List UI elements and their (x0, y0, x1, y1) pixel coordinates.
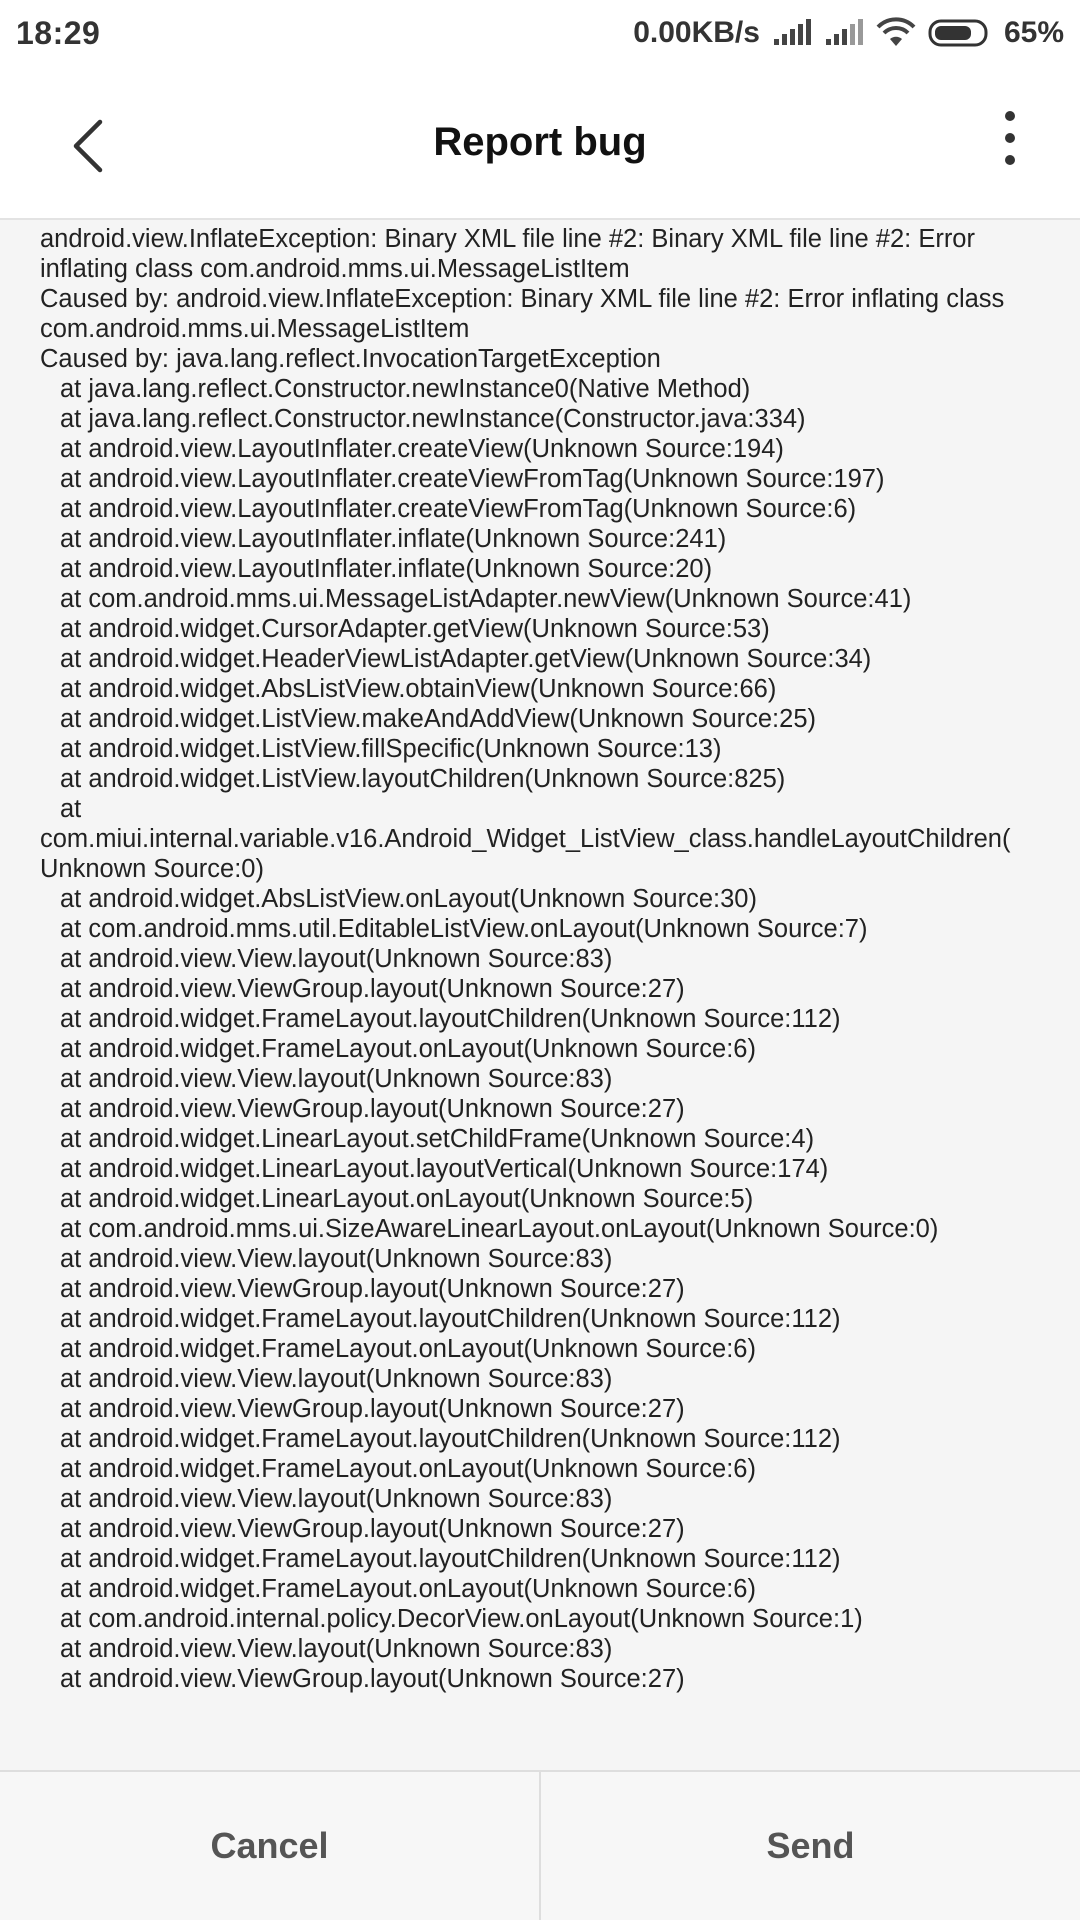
battery-percent: 65% (1003, 16, 1064, 49)
stack-trace-text (40, 224, 1050, 1693)
log-line: at android.widget.FrameLayout.layoutChildren(Unknown Source:112) (60, 1545, 841, 1573)
log-line: at com.android.internal.policy.DecorView.onLayout(Unknown Source:1) (60, 1605, 863, 1633)
log-line: at android.view.LayoutInflater.inflate(Unknown Source:241) (60, 525, 727, 553)
battery-icon (928, 18, 992, 48)
signal-icon (824, 19, 864, 47)
log-line: inflating class com.android.mms.ui.MessageListItem (40, 255, 630, 283)
log-line: at android.widget.FrameLayout.onLayout(Unknown Source:6) (60, 1035, 756, 1063)
network-speed: 0.00KB/s (633, 16, 760, 49)
action-bar (0, 1770, 1080, 1920)
log-line: at android.view.View.layout(Unknown Source:83) (60, 1365, 613, 1393)
status-bar (0, 0, 1080, 66)
app-bar (0, 66, 1080, 220)
cancel-button[interactable]: Cancel (210, 1825, 329, 1866)
log-line: at android.widget.FrameLayout.onLayout(Unknown Source:6) (60, 1335, 756, 1363)
status-icons (633, 16, 1064, 50)
log-line: at android.widget.FrameLayout.onLayout(Unknown Source:6) (60, 1455, 756, 1483)
log-line: Caused by: java.lang.reflect.InvocationTargetException (40, 345, 661, 373)
log-line: at android.widget.AbsListView.obtainView(Unknown Source:66) (60, 675, 777, 703)
log-line: at android.widget.LinearLayout.layoutVertical(Unknown Source:174) (60, 1155, 829, 1183)
log-line: at android.view.LayoutInflater.createViewFromTag(Unknown Source:197) (60, 465, 885, 493)
log-line: at android.widget.ListView.fillSpecific(Unknown Source:13) (60, 735, 722, 763)
log-line: at android.widget.ListView.makeAndAddView(Unknown Source:25) (60, 705, 816, 733)
log-line: at android.widget.LinearLayout.setChildFrame(Unknown Source:4) (60, 1125, 815, 1153)
log-line: at android.widget.FrameLayout.layoutChildren(Unknown Source:112) (60, 1425, 841, 1453)
log-line: at android.view.LayoutInflater.createViewFromTag(Unknown Source:6) (60, 495, 857, 523)
log-line: at android.widget.LinearLayout.onLayout(Unknown Source:5) (60, 1185, 754, 1213)
log-line: at com.android.mms.ui.MessageListAdapter.newView(Unknown Source:41) (60, 585, 912, 613)
log-line: at android.view.View.layout(Unknown Source:83) (60, 1065, 613, 1093)
log-line: at android.view.ViewGroup.layout(Unknown Source:27) (60, 1095, 685, 1123)
log-line: at android.widget.AbsListView.onLayout(Unknown Source:30) (60, 885, 757, 913)
log-line: at android.widget.FrameLayout.onLayout(Unknown Source:6) (60, 1575, 756, 1603)
log-line: at java.lang.reflect.Constructor.newInstance0(Native Method) (60, 375, 751, 403)
log-line: at android.view.View.layout(Unknown Source:83) (60, 945, 613, 973)
bug-log-panel[interactable] (0, 220, 1080, 1770)
log-line: at android.widget.CursorAdapter.getView(Unknown Source:53) (60, 615, 770, 643)
log-line: at android.view.ViewGroup.layout(Unknown Source:27) (60, 1275, 685, 1303)
status-time: 18:29 (16, 14, 101, 51)
page-title: Report bug (433, 120, 647, 164)
log-line: at android.view.View.layout(Unknown Source:83) (60, 1245, 613, 1273)
log-line: android.view.InflateException: Binary XML file line #2: Binary XML file line #2: Error (40, 225, 975, 253)
send-button[interactable]: Send (766, 1825, 855, 1866)
wifi-icon (876, 18, 916, 48)
log-line: at android.widget.FrameLayout.layoutChildren(Unknown Source:112) (60, 1005, 841, 1033)
log-line: at android.widget.ListView.layoutChildren(Unknown Source:825) (60, 765, 786, 793)
log-line: com.android.mms.ui.MessageListItem (40, 315, 470, 343)
log-line: at android.view.ViewGroup.layout(Unknown Source:27) (60, 1515, 685, 1543)
log-line: at android.view.ViewGroup.layout(Unknown Source:27) (60, 1395, 685, 1423)
log-line: at (60, 795, 82, 823)
more-vert-icon (990, 102, 1030, 182)
log-line: com.miui.internal.variable.v16.Android_Widget_ListView_class.handleLayoutChildren( (40, 825, 1011, 853)
signal-icon (772, 19, 812, 47)
log-line: at android.view.ViewGroup.layout(Unknown Source:27) (60, 975, 685, 1003)
log-line: at android.view.LayoutInflater.inflate(Unknown Source:20) (60, 555, 713, 583)
log-line: at android.widget.FrameLayout.layoutChildren(Unknown Source:112) (60, 1305, 841, 1333)
log-line: at android.view.LayoutInflater.createView(Unknown Source:194) (60, 435, 784, 463)
log-line: at android.view.View.layout(Unknown Source:83) (60, 1635, 613, 1663)
log-line: at java.lang.reflect.Constructor.newInstance(Constructor.java:334) (60, 405, 806, 433)
log-line: at android.view.ViewGroup.layout(Unknown Source:27) (60, 1665, 685, 1693)
more-options-button[interactable] (990, 102, 1030, 182)
log-line: at android.view.View.layout(Unknown Source:83) (60, 1485, 613, 1513)
log-line: Caused by: android.view.InflateException: Binary XML file line #2: Error inflating class (40, 285, 1005, 313)
log-line: at com.android.mms.util.EditableListView.onLayout(Unknown Source:7) (60, 915, 868, 943)
log-line: at com.android.mms.ui.SizeAwareLinearLayout.onLayout(Unknown Source:0) (60, 1215, 939, 1243)
log-line: Unknown Source:0) (40, 855, 264, 883)
log-line: at android.widget.HeaderViewListAdapter.getView(Unknown Source:34) (60, 645, 872, 673)
